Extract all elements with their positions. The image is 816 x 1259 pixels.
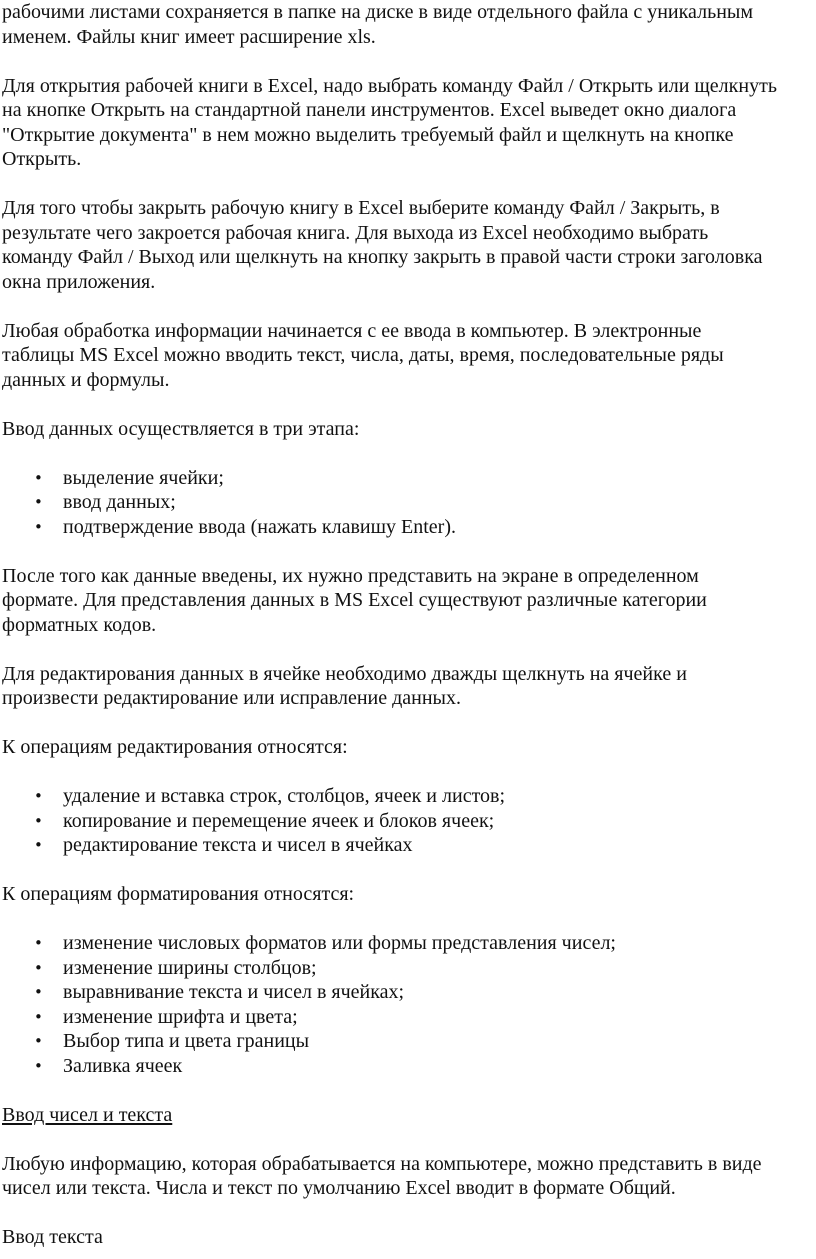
paragraph-edit-ops: К операциям редактирования относятся: xyxy=(2,736,348,758)
paragraph-edit: Для редактирования данных в ячейке необходимо дважды щелкнуть на ячейке и произвести редактирование или исправление данных. xyxy=(2,662,687,709)
list-item: • Выбор типа и цвета границы xyxy=(2,1029,814,1054)
spacer xyxy=(2,539,814,564)
spacer xyxy=(2,1127,814,1152)
list-item: • копирование и перемещение ячеек и блоков ячеек; xyxy=(2,809,814,834)
spacer xyxy=(2,441,814,466)
list-item: • выделение ячейки; xyxy=(2,466,814,491)
list-input-stages xyxy=(2,466,814,540)
list-item: • подтверждение ввода (нажать клавишу Enter). xyxy=(2,515,814,540)
spacer xyxy=(2,711,814,736)
paragraph-numbers-text: Любую информацию, которая обрабатывается на компьютере, можно представить в виде чисел или текста. Числа и текст по умолчанию Excel вводит в формате Общий. xyxy=(2,1152,762,1199)
spacer xyxy=(2,637,814,662)
list-item: • изменение шрифта и цвета; xyxy=(2,1005,814,1030)
spacer xyxy=(2,907,814,932)
paragraph-format-ops: К операциям форматирования относятся: xyxy=(2,883,355,905)
list-item: • изменение числовых форматов или формы представления чисел; xyxy=(2,931,814,956)
spacer xyxy=(2,392,814,417)
spacer xyxy=(2,172,814,197)
heading-text-input: Ввод текста xyxy=(2,1226,103,1248)
spacer xyxy=(2,1201,814,1226)
spacer xyxy=(2,294,814,319)
paragraph-files-intro: рабочими листами сохраняется в папке на диске в виде отдельного файла с уникальным именем. Файлы книг имеет расширение xls. xyxy=(2,1,753,48)
paragraph-data-input: Любая обработка информации начинается с ее ввода в компьютер. В электронные таблицы MS Excel можно вводить текст, числа, даты, время, последовательные ряды данных и формулы. xyxy=(2,319,724,391)
list-edit-ops xyxy=(2,784,814,858)
spacer xyxy=(2,49,814,74)
spacer xyxy=(2,858,814,883)
list-item: • удаление и вставка строк, столбцов, ячеек и листов; xyxy=(2,784,814,809)
paragraph-close-workbook: Для того чтобы закрыть рабочую книгу в Excel выберите команду Файл / Закрыть, в результате чего закроется рабочая книга. Для выхода из Excel необходимо выбрать команду Файл / Выход или щелкнуть на кнопку закрыть в правой части строки заголовка окна приложения. xyxy=(2,197,763,293)
list-item: • Заливка ячеек xyxy=(2,1054,814,1079)
list-format-ops xyxy=(2,931,814,1078)
paragraph-input-stages: Ввод данных осуществляется в три этапа: xyxy=(2,417,360,440)
spacer xyxy=(2,1078,814,1103)
list-item: • редактирование текста и чисел в ячейках xyxy=(2,833,814,858)
spacer xyxy=(2,760,814,785)
paragraph-open-workbook: Для открытия рабочей книги в Excel, надо выбрать команду Файл / Открыть или щелкнуть на кнопке Открыть на стандартной панели инструментов. Excel выведет окно диалога "Открытие документа" в нем можно выделить требуемый файл и щелкнуть на кнопке Открыть. xyxy=(2,74,777,170)
list-item: • ввод данных; xyxy=(2,490,814,515)
list-item: • выравнивание текста и чисел в ячейках; xyxy=(2,980,814,1005)
list-item: • изменение ширины столбцов; xyxy=(2,956,814,981)
paragraph-format: После того как данные введены, их нужно представить на экране в определенном формате. Для представления данных в MS Excel существуют различные категории форматных кодов. xyxy=(2,564,707,636)
heading-numbers-and-text: Ввод чисел и текста xyxy=(2,1103,173,1126)
